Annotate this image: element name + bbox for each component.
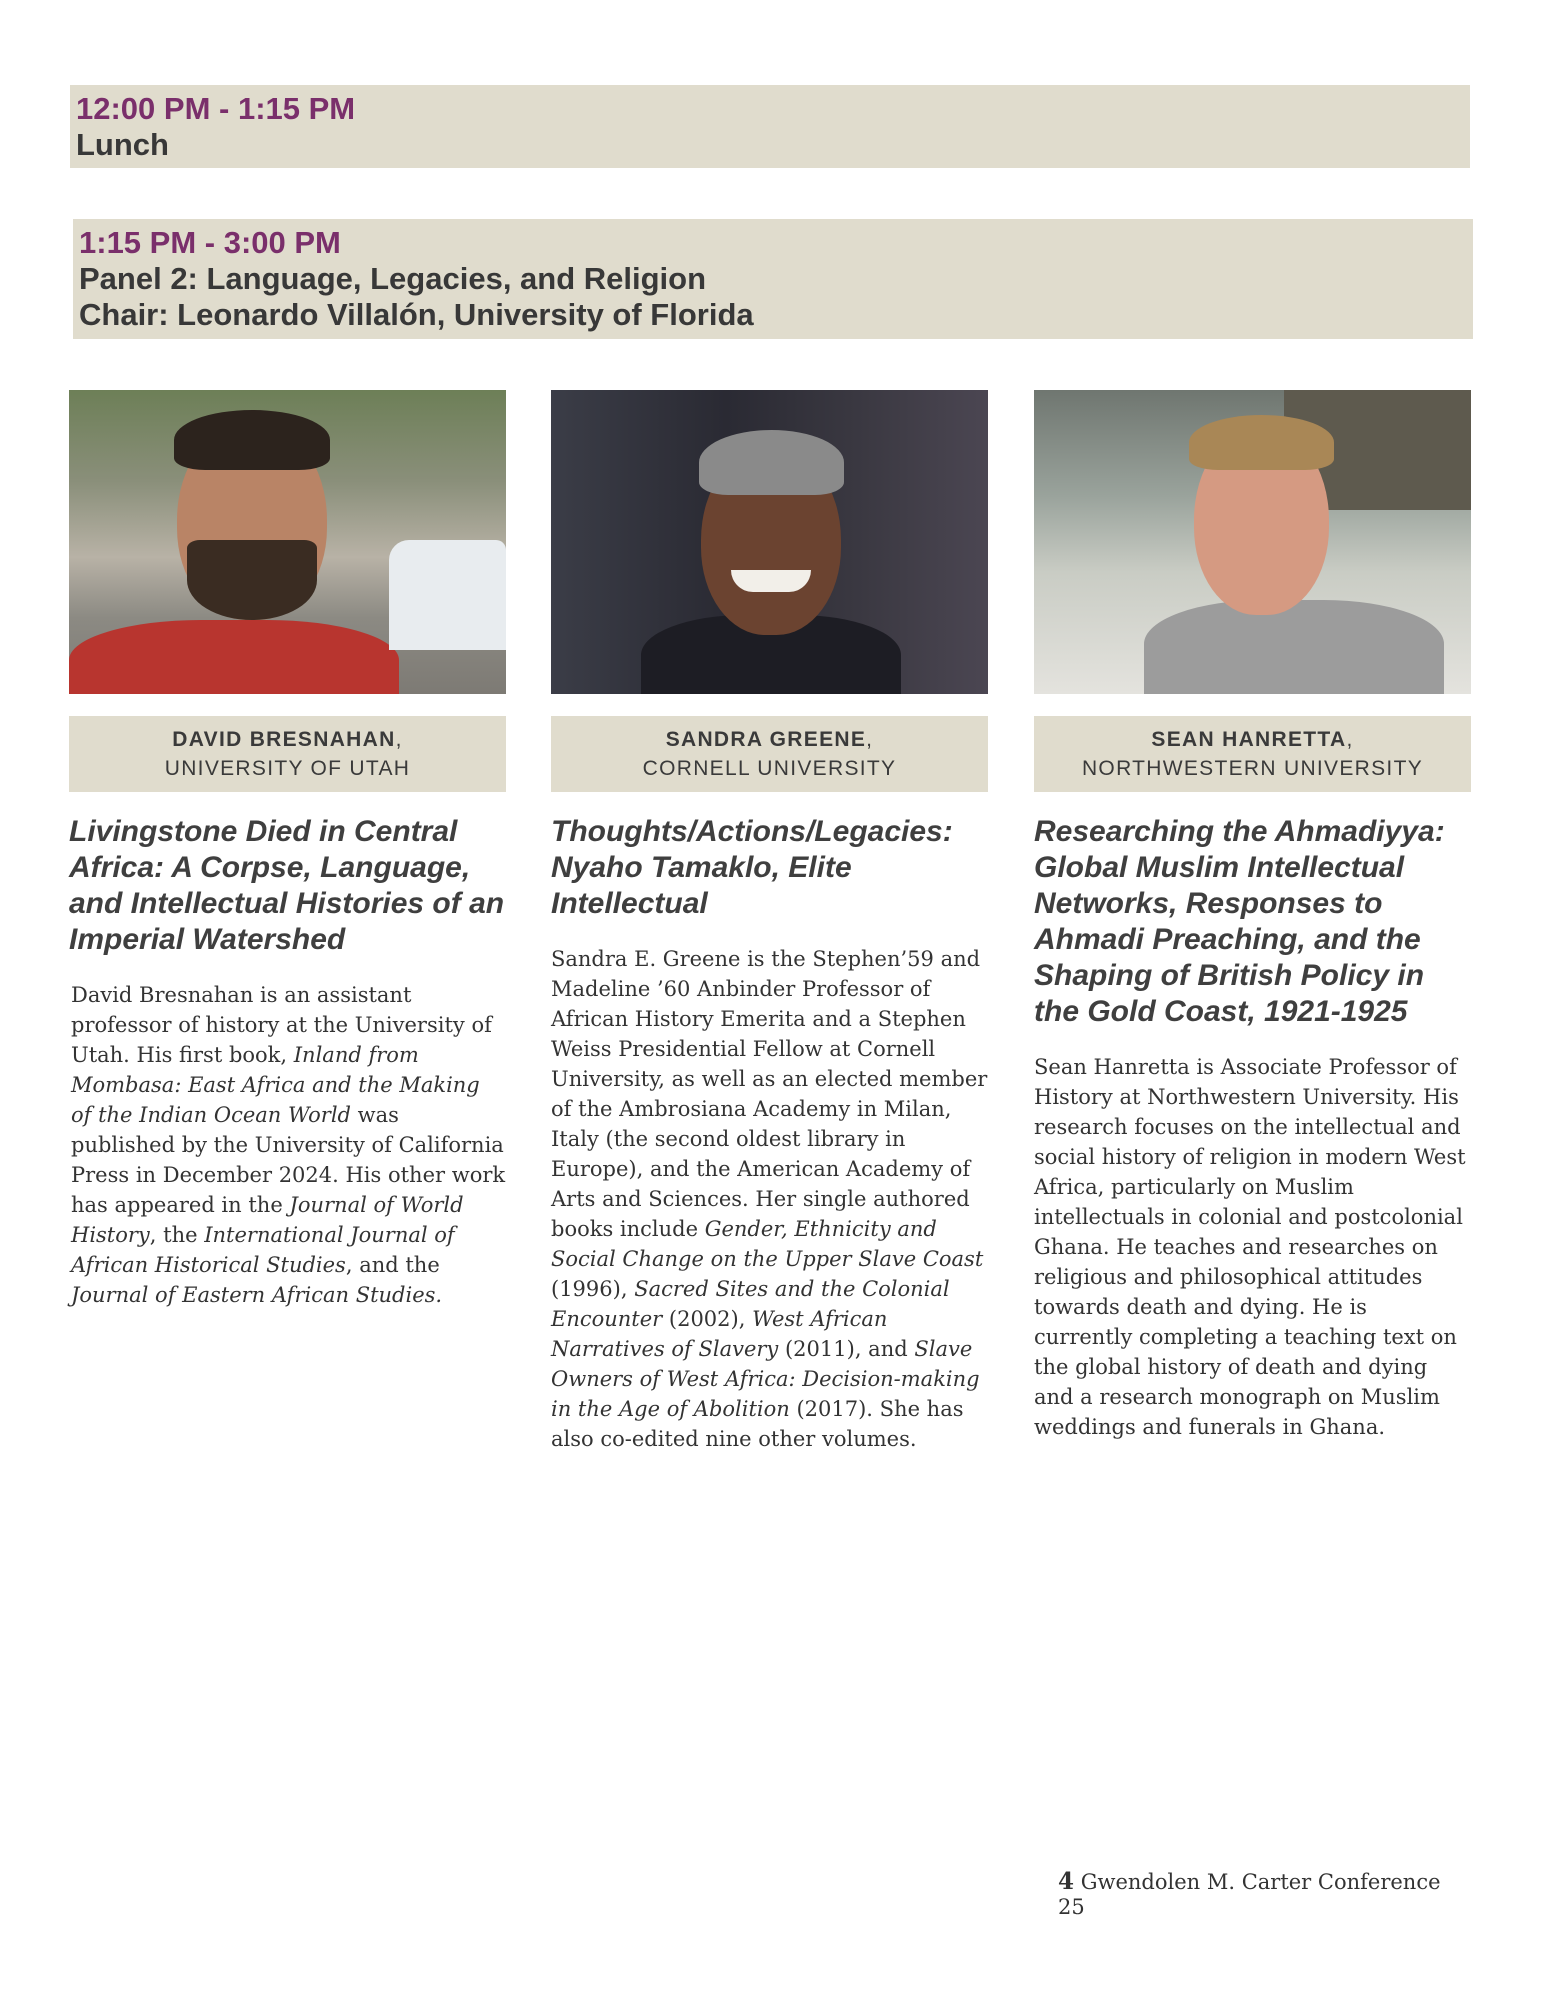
page-footer — [1058, 1868, 1458, 1919]
bio-text-segment: , and the — [345, 1253, 440, 1277]
session-time: 12:00 PM - 1:15 PM — [76, 91, 356, 126]
speaker-namebox: SANDRA GREENE, CORNELL UNIVERSITY — [551, 716, 988, 792]
bio-text-segment: , the — [149, 1223, 205, 1247]
speaker-namebox: DAVID BRESNAHAN, UNIVERSITY OF UTAH — [69, 716, 506, 792]
bio-title-segment: Journal of World History — [71, 1193, 464, 1247]
bio-title-segment: International Journal of African Historical Studies — [71, 1223, 455, 1277]
speaker-photo — [69, 390, 506, 694]
session-chair: Chair: Leonardo Villalón, University of Florida — [79, 297, 754, 332]
bio-text-segment: Sean Hanretta is Associate Professor of History at Northwestern University. His research focuses on the intellectual and social history of religion in modern West Africa, particularly on Muslim intellectuals in colonial and postcolonial Ghana. He teaches and researches on religious and philosophical attitudes towards death and dying. He is currently completing a teaching text on the global history of death and dying and a research monograph on Muslim weddings and funerals in Ghana. — [1034, 1055, 1466, 1439]
speaker-photo — [551, 390, 988, 694]
speaker-bio — [1034, 1052, 1471, 1442]
speaker-namebox: SEAN HANRETTA, NORTHWESTERN UNIVERSITY — [1034, 716, 1471, 792]
session-time: 1:15 PM - 3:00 PM — [79, 225, 341, 260]
session-title: Lunch — [76, 127, 169, 162]
speaker-card — [551, 390, 988, 1454]
page-number: 4 — [1058, 1868, 1075, 1895]
session-lunch — [70, 85, 1470, 168]
bio-text-segment: (2017). She has also co-edited nine other volumes. — [551, 1397, 964, 1451]
bio-text-segment: David Bresnahan is an assistant professor of history at the University of Utah. His first book, — [71, 983, 492, 1067]
speaker-affiliation: NORTHWESTERN UNIVERSITY — [1081, 757, 1424, 780]
session-panel-2 — [73, 219, 1473, 339]
speaker-name: SANDRA GREENE — [665, 728, 867, 751]
speaker-name: SEAN HANRETTA — [1151, 728, 1347, 751]
bio-title-segment: Sacred Sites and the Colonial Encounter — [551, 1277, 950, 1331]
bio-text-segment: (1996), — [551, 1277, 635, 1301]
speaker-affiliation: UNIVERSITY OF UTAH — [164, 757, 411, 780]
bio-text-segment: (2011), and — [778, 1337, 915, 1361]
speaker-affiliation: CORNELL UNIVERSITY — [642, 757, 897, 780]
bio-text-segment: (2002), — [662, 1307, 753, 1331]
speaker-photo — [1034, 390, 1471, 694]
session-title: Panel 2: Language, Legacies, and Religion — [79, 261, 707, 296]
footer-text: Gwendolen M. Carter Conference 25 — [1058, 1870, 1441, 1919]
talk-title: Thoughts/Actions/Legacies: Nyaho Tamaklo, Elite Intellectual — [551, 815, 953, 920]
bio-title-segment: West African Narratives of Slavery — [551, 1307, 888, 1361]
bio-text-segment: was published by the University of California Press in December 2024. His other work has appeared in the — [71, 1103, 506, 1217]
speaker-bio — [71, 980, 506, 1310]
speaker-name: DAVID BRESNAHAN — [172, 728, 396, 751]
speaker-bio — [551, 944, 988, 1454]
talk-title: Livingstone Died in Central Africa: A Corpse, Language, and Intellectual Histories of an Imperial Watershed — [69, 815, 505, 956]
bio-text-segment: Sandra E. Greene is the Stephen’59 and Madeline ’60 Anbinder Professor of African History Emerita and a Stephen Weiss Presidential Fellow at Cornell University, as well as an elected member of the Ambrosiana Academy in Milan, Italy (the second oldest library in Europe), and the American Academy of Arts and Sciences. Her single authored books include — [551, 947, 988, 1241]
bio-title-segment: Inland from Mombasa: East Africa and the Making of the Indian Ocean World — [71, 1043, 480, 1127]
speaker-card — [1034, 390, 1471, 1442]
bio-title-segment: Slave Owners of West Africa: Decision-making in the Age of Abolition — [551, 1337, 980, 1421]
talk-title: Researching the Ahmadiyya: Global Muslim Intellectual Networks, Responses to Ahmadi Preaching, and the Shaping of British Policy in the Gold Coast, 1921-1925 — [1034, 815, 1445, 1028]
bio-title-segment: Journal of Eastern African Studies. — [71, 1283, 443, 1307]
bio-title-segment: Gender, Ethnicity and Social Change on the Upper Slave Coast — [551, 1217, 984, 1271]
speaker-card — [69, 390, 506, 1310]
